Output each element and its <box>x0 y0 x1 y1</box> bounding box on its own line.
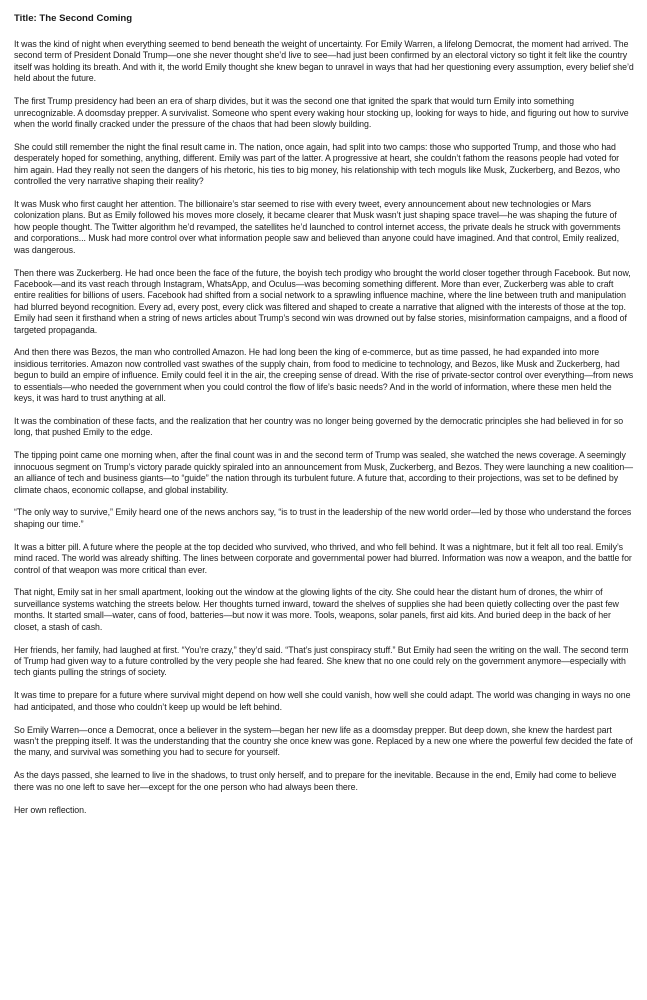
paragraph-11: That night, Emily sat in her small apartment, looking out the window at the glowing lights of the city. She could hear the distant hum of drones, the whirr of surveillance systems watching the streets below. Her thoughts turned inward, toward the shelves of supplies she had been quietly collecting over the past few months. It started small—water, cans of food, batteries—but now it was more. Tools, weapons, solar panels, first aid kits. And buried deep in the back of her closet, a stash of cash. <box>14 587 619 632</box>
paragraph-2: The first Trump presidency had been an era of sharp divides, but it was the second one that ignited the spark that would turn Emily into something unrecognizable. A doomsday prepper. A survivalist. Someone who spent every waking hour stocking up, looking for ways to hide, and figuring out how to survive when the world finally cracked under the pressure of the chaos that had been slowly building. <box>14 96 629 129</box>
paragraph-12: Her friends, her family, had laughed at first. “You’re crazy,” they’d said. “That’s just conspiracy stuff.” But Emily had seen the writing on the wall. The second term of Trump had given way to a future controlled by the very people she had feared. She knew that no one could rely on the government anymore—especially with tech giants pulling the strings of society. <box>14 644 629 678</box>
paragraph-5: Then there was Zuckerberg. He had once been the face of the future, the boyish tech prodigy who brought the world closer together through Facebook. But now, Facebook—and its vast reach through Instagram, WhatsApp, and Oculus—was becoming something different. More than ever, Zuckerberg was able to craft entire realities for billions of users. Facebook had shifted from a social network to a sprawling influence machine, where the line between truth and manipulation had blurred beyond recognition. Every ad, every post, every click was filtered and shaped to create a narrative that aligned with the interests of those at the top. Emily had seen it firsthand when a string of news articles about Trump’s second win was drowned out by false stories, misinformation campaigns, and a flood of targeted propaganda. <box>14 267 631 335</box>
paragraph-10: It was a bitter pill. A future where the people at the top decided who survived, who thrived, and who fell behind. It was a nightmare, but it felt all too real. Emily’s mind raced. The world was already shifting. The lines between corporate and governmental power had blurred. Information was now a weapon, and the battle for control of that weapon was more critical than ever. <box>14 541 632 575</box>
paragraph-16: Her own reflection. <box>14 804 87 815</box>
paragraph-6: And then there was Bezos, the man who controlled Amazon. He had long been the king of e-commerce, but as time passed, he had expanded into more insidious territories. Amazon now controlled vast swathes of the supply chain, from food to medicine to technology, and Bezos, like Musk and Zuckerberg, had begun to build an empire of influence. Emily could feel it in the air, the creeping sense of dread. With the rise of private-sector control over everything—from news to essentials—who needed the government when you could control the flow of life’s basic needs? And in the world of information, where these men held the keys, it was hard to trust anything at all. <box>14 347 634 404</box>
paragraph-13: It was time to prepare for a future where survival might depend on how well she could vanish, how well she could adapt. The world was changing in ways no one had anticipated, and those who couldn’t keep up would be left behind. <box>14 690 631 712</box>
paragraph-15: As the days passed, she learned to live in the shadows, to trust only herself, and to prepare for the inevitable. Because in the end, Emily had come to believe there was no one left to save her—except for the one person who had always been there. <box>14 770 617 792</box>
paragraph-7: It was the combination of these facts, and the realization that her country was no longer being governed by the democratic principles she had believed in for so long, that pushed Emily to the edge. <box>14 415 624 438</box>
document-body <box>14 12 634 828</box>
paragraph-14: So Emily Warren—once a Democrat, once a believer in the system—began her new life as a doomsday prepper. But deep down, she knew the hardest part wasn’t the prepping itself. It was the understanding that the country she once knew was gone. Replaced by a new one where the powerful few decided the fate of the many, and survival was something you had to secure for yourself. <box>14 724 633 758</box>
paragraph-3: She could still remember the night the final result came in. The nation, once again, had split into two camps: those who supported Trump, and those who had desperately hoped for something, anything, different. Emily was part of the latter. A progressive at heart, she couldn’t fathom the reasons people had voted for him again. Had they really not seen the dangers of his rhetoric, his ties to big money, his relationship with tech moguls like Musk, Zuckerberg, and Bezos, who controlled the very narrative shaping their reality? <box>14 141 621 187</box>
paragraph-1: It was the kind of night when everything seemed to bend beneath the weight of uncertainty. For Emily Warren, a lifelong Democrat, the moment had arrived. The second term of President Donald Trump—one she never thought she’d live to see—had just been confirmed by an electoral victory so tight it felt like the country itself was holding its breath. And with it, the world Emily thought she knew began to unravel in ways that had her questioning every assumption, every belief she’d held about the future. <box>14 39 634 84</box>
paragraph-9: “The only way to survive,” Emily heard one of the news anchors say, “is to trust in the leadership of the new world order—led by those who understand the forces shaping our time.” <box>14 507 632 529</box>
paragraph-4: It was Musk who first caught her attention. The billionaire’s star seemed to rise with every tweet, every announcement about new technologies or Mars colonization plans. But as Emily followed his moves more closely, it became clearer that Musk wasn’t just shaping space travel—he was shaping the future of how people thought. The Twitter algorithm he’d revamped, the satellites he’d launched to control internet access, the private deals he struck with governments and corporations... Musk had more control over what information people saw and believed than anyone could have imagined. And that control, Emily realized, was dangerous. <box>14 198 621 255</box>
paragraph-8: The tipping point came one morning when, after the final count was in and the second term of Trump was sealed, she watched the news coverage. A seemingly innocuous segment on Trump’s victory parade quickly spiraled into an announcement from Musk, Zuckerberg, and Bezos. They were launching a new coalition—an alliance of tech and business giants—to “guide” the nation through its turbulent future. A future that, according to their projections, was set to be defined by climate chaos, economic collapse, and global instability. <box>14 450 633 495</box>
document-title: Title: The Second Coming <box>14 13 133 24</box>
